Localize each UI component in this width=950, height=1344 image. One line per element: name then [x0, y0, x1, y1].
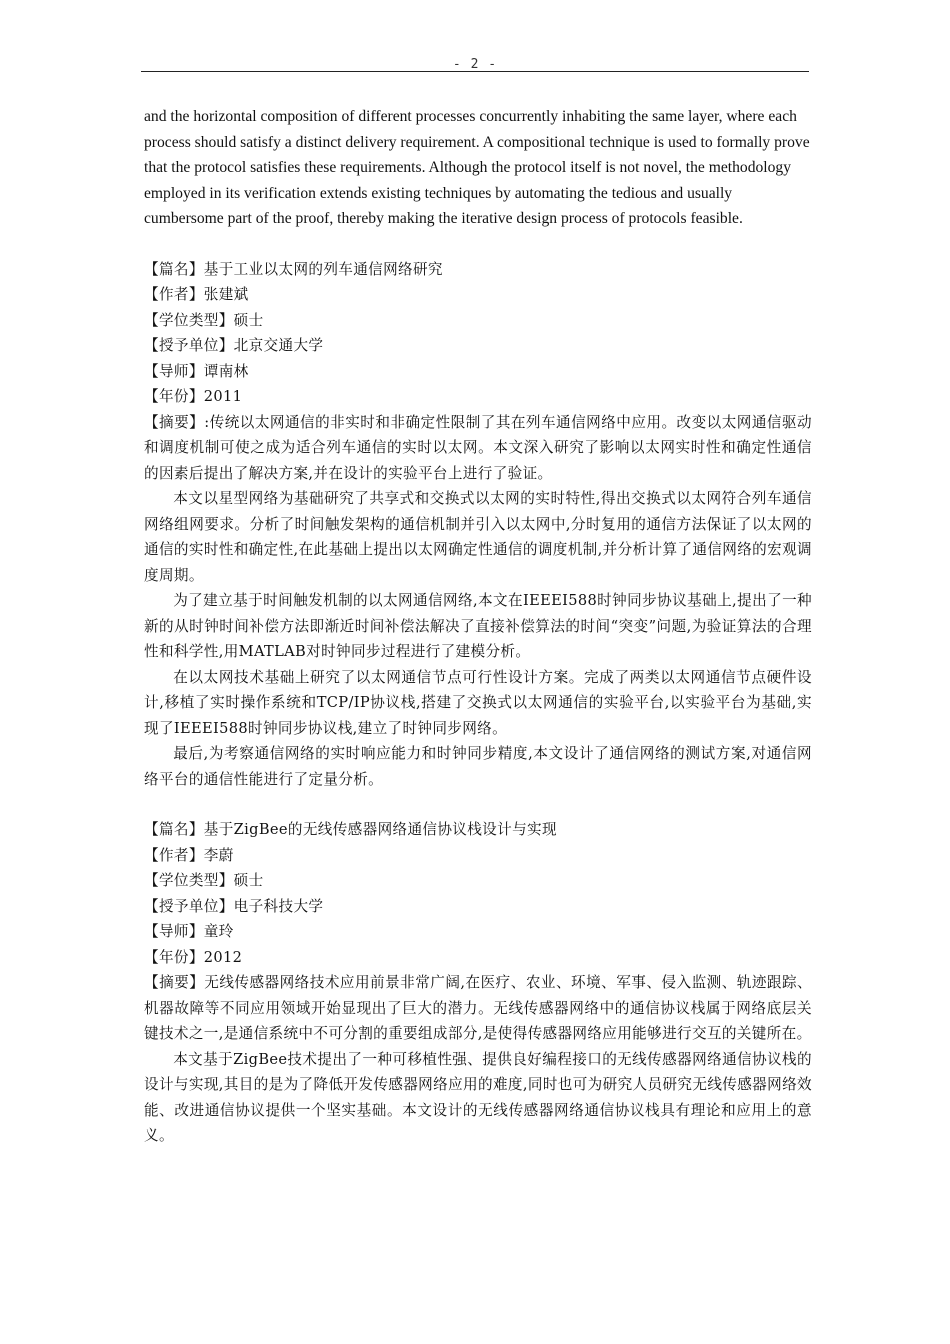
entry-institution: 【授予单位】电子科技大学: [144, 897, 324, 915]
thesis-entry-1: [144, 257, 812, 793]
entry-separator: [144, 792, 812, 817]
entry-year: 【年份】2012: [144, 948, 243, 966]
abstract-paragraph: 本文基于ZigBee技术提出了一种可移植性强、提供良好编程接口的无线传感器网络通信协议栈的设计与实现,其目的是为了降低开发传感器网络应用的难度,同时也可为研究人员研究无线传感器网络效能、改进通信协议提供一个坚实基础。本文设计的无线传感器网络通信协议栈具有理论和应用上的意义。: [144, 1050, 812, 1144]
header-rule: [141, 71, 809, 72]
thesis-entry-2: [144, 817, 812, 1149]
entry-title: 【篇名】基于工业以太网的列车通信网络研究: [144, 260, 443, 278]
entry-author: 【作者】李蔚: [144, 846, 234, 864]
entry-abstract: 【摘要】无线传感器网络技术应用前景非常广阔,在医疗、农业、环境、军事、侵入监测、轨迹跟踪、机器故障等不同应用领域开始显现出了巨大的潜力。无线传感器网络中的通信协议栈属于网络底层关键技术之一,是通信系统中不可分割的重要组成部分,是使得传感器网络应用能够进行交互的关键所在。: [144, 974, 812, 1042]
abstract-paragraph: 在以太网技术基础上研究了以太网通信节点可行性设计方案。完成了两类以太网通信节点硬件设计,移植了实时操作系统和TCP/IP协议栈,搭建了交换式以太网通信的实验平台,以实验平台为基础,实现了IEEEI588时钟同步协议栈,建立了时钟同步网络。: [144, 668, 812, 737]
page-number: - 2 -: [452, 57, 498, 72]
entry-advisor: 【导师】谭南林: [144, 362, 249, 380]
entry-year: 【年份】2011: [144, 388, 243, 405]
document-body: [144, 104, 812, 1149]
entry-author: 【作者】张建斌: [144, 286, 249, 303]
entry-advisor: 【导师】童玲: [144, 923, 234, 940]
abstract-paragraph: 本文以星型网络为基础研究了共享式和交换式以太网的实时特性,得出交换式以太网符合列车通信网络组网要求。分析了时间触发架构的通信机制并引入以太网中,分时复用的通信方法保证了以太网的通信的实时性和确定性,在此基础上提出以太网确定性通信的调度机制,并分析计算了通信网络的宏观调度周期。: [144, 490, 812, 584]
entry-title: 【篇名】基于ZigBee的无线传感器网络通信协议栈设计与实现: [144, 821, 557, 838]
entry-degree: 【学位类型】硕士: [144, 311, 264, 329]
abstract-paragraph: 为了建立基于时间触发机制的以太网通信网络,本文在IEEEI588时钟同步协议基础上,提出了一种新的从时钟时间补偿方法即渐近时间补偿法解决了直接补偿算法的时间“突变”问题,为验证算法的合理性和科学性,用MATLAB对时钟同步过程进行了建模分析。: [144, 592, 812, 660]
entry-institution: 【授予单位】北京交通大学: [144, 337, 324, 354]
entry-degree: 【学位类型】硕士: [144, 872, 264, 889]
entry-abstract: 【摘要】:传统以太网通信的非实时和非确定性限制了其在列车通信网络中应用。改变以太网通信驱动和调度机制可使之成为适合列车通信的实时以太网。本文深入研究了影响以太网实时性和确定性通信的因素后提出了解决方案,并在设计的实验平台上进行了验证。: [144, 413, 812, 482]
abstract-paragraph: 最后,为考察通信网络的实时响应能力和时钟同步精度,本文设计了通信网络的测试方案,对通信网络平台的通信性能进行了定量分析。: [144, 745, 812, 788]
entry-separator: [144, 232, 812, 257]
abstract-continuation: and the horizontal composition of different processes concurrently inhabiting the same layer, where each process should satisfy a distinct delivery requirement. A compositional technique is used to formally prove that the protocol satisfies these requirements. Although the protocol itself is not novel, the methodology employed in its verification extends existing techniques by automating the tedious and usually cumbersome part of the proof, thereby making the iterative design process of protocols feasible.: [144, 108, 810, 227]
